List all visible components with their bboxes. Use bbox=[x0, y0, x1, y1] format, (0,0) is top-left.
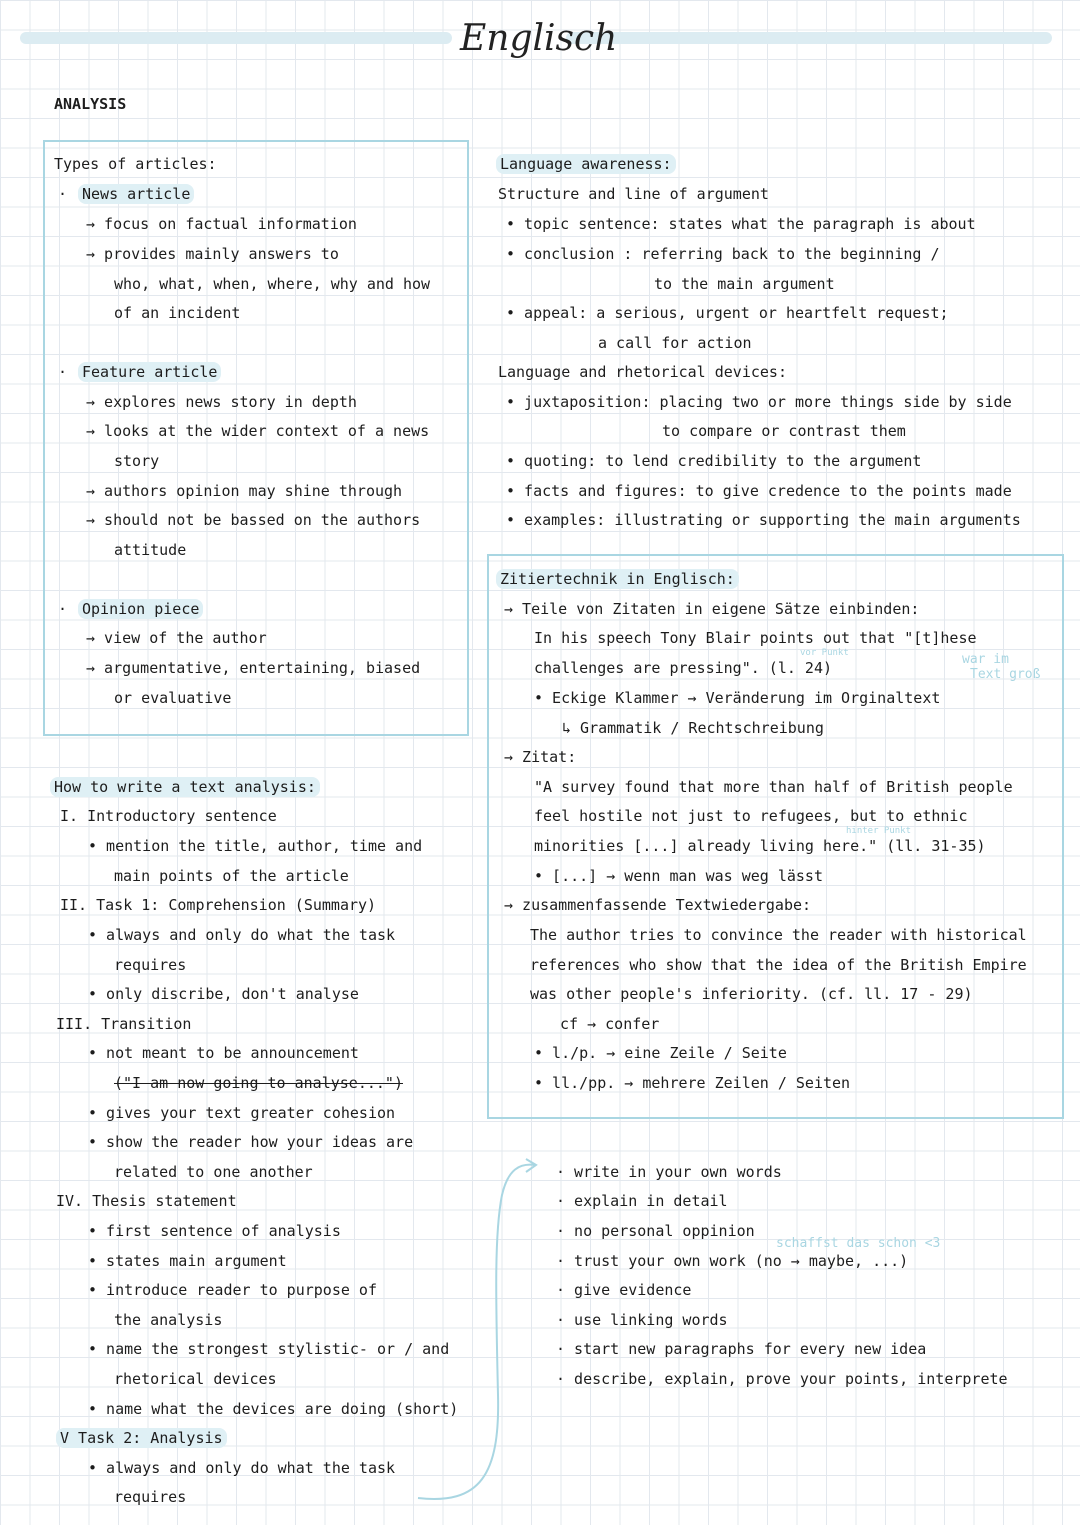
zitier-zus3: was other people's inferiority. (cf. ll. 17 - 29) bbox=[530, 985, 973, 1003]
howto-i: I. Introductory sentence bbox=[60, 807, 277, 825]
zitier-lp: • l./p. → eine Zeile / Seite bbox=[534, 1044, 787, 1062]
news-label-dot: · bbox=[58, 185, 68, 203]
howto-iii: III. Transition bbox=[56, 1015, 192, 1033]
language-title: Language awareness: bbox=[496, 154, 676, 174]
opinion-b1: → view of the author bbox=[86, 629, 267, 647]
opinion-piece-label: Opinion piece bbox=[78, 599, 203, 619]
howto-ii1b: requires bbox=[114, 956, 187, 974]
language-structure: Structure and line of argument bbox=[498, 185, 769, 203]
language-appeal: • appeal: a serious, urgent or heartfelt request; bbox=[506, 304, 949, 322]
tip-5: · give evidence bbox=[556, 1281, 692, 1299]
tip-6: · use linking words bbox=[556, 1311, 728, 1329]
page-title: Englisch bbox=[460, 18, 618, 59]
zitier-zus: → zusammenfassende Textwiedergabe: bbox=[504, 896, 812, 914]
language-juxta: • juxtaposition: placing two or more things side by side bbox=[506, 393, 1012, 411]
howto-v1: • always and only do what the task bbox=[88, 1459, 396, 1477]
zitier-teile: → Teile von Zitaten in eigene Sätze einbinden: bbox=[504, 600, 920, 618]
feature-b1: → explores news story in depth bbox=[86, 393, 357, 411]
title-bar-left bbox=[20, 32, 452, 44]
feature-label-dot: · bbox=[58, 363, 68, 381]
news-article-label: News article bbox=[78, 184, 194, 204]
howto-ii: II. Task 1: Comprehension (Summary) bbox=[60, 896, 377, 914]
feature-b3: → authors opinion may shine through bbox=[86, 482, 403, 500]
howto-iv4b: rhetorical devices bbox=[114, 1370, 277, 1388]
howto-ii1: • always and only do what the task bbox=[88, 926, 396, 944]
tip-note: schaffst das schon <3 bbox=[776, 1236, 941, 1251]
zitier-z1: "A survey found that more than half of British people bbox=[534, 778, 1013, 796]
language-devices: Language and rhetorical devices: bbox=[498, 363, 787, 381]
language-conclusion2: to the main argument bbox=[654, 275, 835, 293]
zitier-z2: feel hostile not just to refugees, but to ethnic bbox=[534, 807, 968, 825]
note-war-im: war im bbox=[962, 652, 1009, 667]
zitier-z4: • [...] → wenn man was weg lässt bbox=[534, 867, 823, 885]
howto-iii3b: related to one another bbox=[114, 1163, 313, 1181]
zitier-cf: cf → confer bbox=[560, 1015, 660, 1033]
howto-v: V Task 2: Analysis bbox=[56, 1428, 227, 1448]
howto-iv: IV. Thesis statement bbox=[56, 1192, 237, 1210]
howto-ii2: • only discribe, don't analyse bbox=[88, 985, 359, 1003]
howto-iv2: • states main argument bbox=[88, 1252, 287, 1270]
tip-1: · write in your own words bbox=[556, 1163, 782, 1181]
title-bar-right bbox=[566, 32, 1052, 44]
feature-b4a: attitude bbox=[114, 541, 187, 559]
opinion-label-dot: · bbox=[58, 600, 68, 618]
feature-b2a: story bbox=[114, 452, 160, 470]
types-title: Types of articles: bbox=[54, 155, 217, 173]
news-b1: → focus on factual information bbox=[86, 215, 357, 233]
note-hinter-punkt: hinter Punkt bbox=[846, 826, 912, 836]
zitier-eckig: • Eckige Klammer → Veränderung im Orginaltext bbox=[534, 689, 941, 707]
zitier-zus2: references who show that the idea of the British Empire bbox=[530, 956, 1027, 974]
feature-b2: → looks at the wider context of a news bbox=[86, 422, 430, 440]
tip-7: · start new paragraphs for every new idea bbox=[556, 1340, 927, 1358]
howto-iv5: • name what the devices are doing (short) bbox=[88, 1400, 459, 1418]
zitier-z3: minorities [...] already living here." (ll. 31-35) bbox=[534, 837, 986, 855]
feature-article-label: Feature article bbox=[78, 362, 221, 382]
zitier-llpp: • ll./pp. → mehrere Zeilen / Seiten bbox=[534, 1074, 851, 1092]
note-vor-punkt: vor Punkt bbox=[800, 648, 849, 658]
zitier-title: Zitiertechnik in Englisch: bbox=[496, 569, 739, 589]
howto-iii1b: ("I am now going to analyse...") bbox=[114, 1074, 403, 1092]
language-quoting: • quoting: to lend credibility to the argument bbox=[506, 452, 922, 470]
howto-iv4: • name the strongest stylistic- or / and bbox=[88, 1340, 450, 1358]
opinion-b2a: or evaluative bbox=[114, 689, 232, 707]
news-b2b: of an incident bbox=[114, 304, 241, 322]
howto-i1b: main points of the article bbox=[114, 867, 349, 885]
language-examples: • examples: illustrating or supporting the main arguments bbox=[506, 511, 1021, 529]
note-text-gross: Text groß bbox=[970, 667, 1041, 682]
opinion-b2: → argumentative, entertaining, biased bbox=[86, 659, 421, 677]
tip-8: · describe, explain, prove your points, interprete bbox=[556, 1370, 1008, 1388]
zitier-zus1: The author tries to convince the reader with historical bbox=[530, 926, 1027, 944]
howto-v1b: requires bbox=[114, 1488, 187, 1506]
section-heading: ANALYSIS bbox=[54, 95, 127, 113]
tip-4: · trust your own work (no → maybe, ...) bbox=[556, 1252, 909, 1270]
tip-3: · no personal oppinion bbox=[556, 1222, 755, 1240]
feature-b4: → should not be bassed on the authors bbox=[86, 511, 421, 529]
zitier-ex1: In his speech Tony Blair points out that "[t]hese bbox=[534, 629, 977, 647]
language-conclusion: • conclusion : referring back to the beginning / bbox=[506, 245, 940, 263]
howto-title: How to write a text analysis: bbox=[50, 777, 320, 797]
howto-iv3: • introduce reader to purpose of bbox=[88, 1281, 377, 1299]
news-b2: → provides mainly answers to bbox=[86, 245, 339, 263]
language-facts: • facts and figures: to give credence to the points made bbox=[506, 482, 1012, 500]
curved-arrow-icon bbox=[410, 1155, 540, 1505]
howto-iii3: • show the reader how your ideas are bbox=[88, 1133, 414, 1151]
news-b2a: who, what, when, where, why and how bbox=[114, 275, 431, 293]
howto-i1: • mention the title, author, time and bbox=[88, 837, 423, 855]
language-topic: • topic sentence: states what the paragraph is about bbox=[506, 215, 976, 233]
howto-iv3b: the analysis bbox=[114, 1311, 223, 1329]
howto-iv1: • first sentence of analysis bbox=[88, 1222, 341, 1240]
zitier-zitat: → Zitat: bbox=[504, 748, 577, 766]
zitier-gramm: ↳ Grammatik / Rechtschreibung bbox=[562, 719, 824, 737]
language-appeal2: a call for action bbox=[598, 334, 752, 352]
tip-2: · explain in detail bbox=[556, 1192, 728, 1210]
zitier-ex2: challenges are pressing". (l. 24) bbox=[534, 659, 833, 677]
howto-iii2: • gives your text greater cohesion bbox=[88, 1104, 396, 1122]
language-juxta2: to compare or contrast them bbox=[662, 422, 906, 440]
howto-iii1: • not meant to be announcement bbox=[88, 1044, 359, 1062]
